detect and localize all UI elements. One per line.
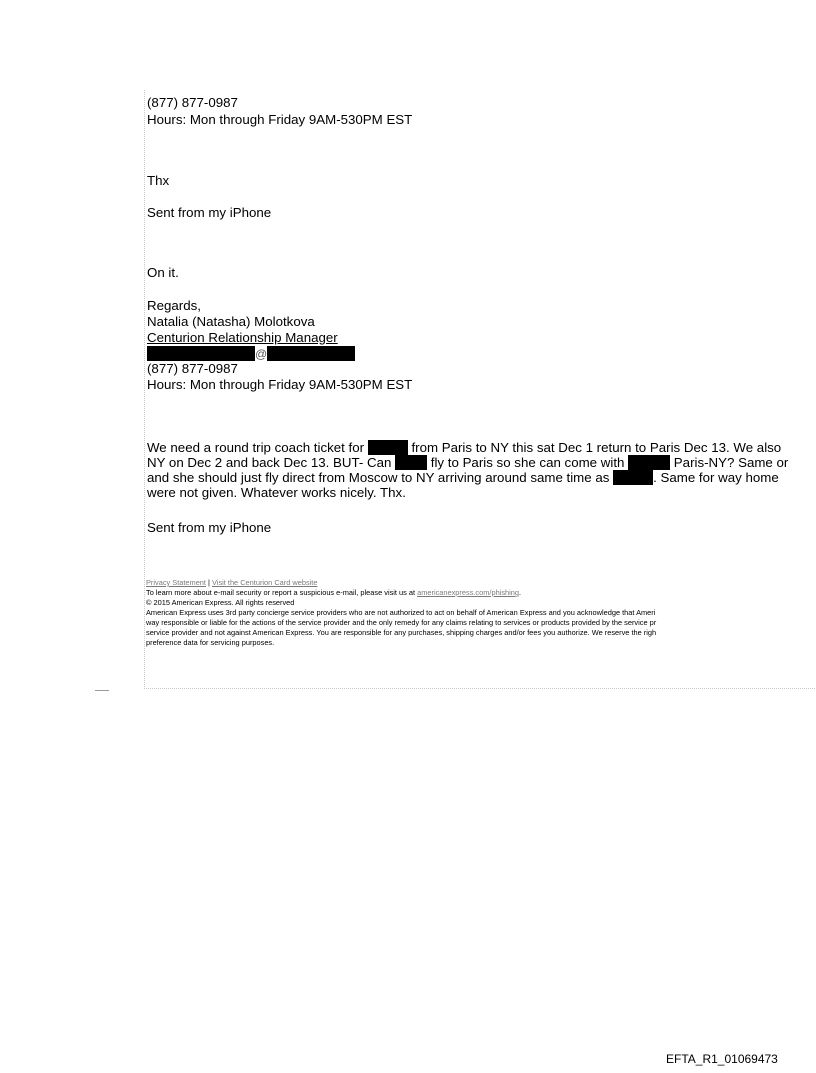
request-text: We need a round trip coach ticket for (147, 440, 368, 455)
footer-separator: | (205, 578, 213, 587)
sent-from-iphone: Sent from my iPhone (147, 520, 272, 535)
footer-disclaimer-1: American Express uses 3rd party concierge service providers who are not authorized to act on behalf of American Express and you acknowledge that Ameri (146, 608, 656, 617)
request-text: and she should just fly direct from Moscow to NY arriving around same time as (147, 470, 614, 485)
footer-copyright: © 2015 American Express. All rights reserved (146, 598, 295, 607)
signature-hours: Hours: Mon through Friday 9AM-530PM EST (147, 377, 413, 392)
footer-security-note (146, 588, 521, 598)
footer-text: . (518, 588, 522, 597)
contact-phone: (877) 877-0987 (147, 95, 238, 110)
message-thx: Thx (147, 173, 170, 188)
signature-name: Natalia (Natasha) Molotkova (147, 314, 315, 329)
request-text: fly to Paris so she can come with (427, 455, 629, 470)
sent-from-iphone: Sent from my iPhone (147, 205, 272, 220)
request-text: . Same for way home (653, 470, 779, 485)
redaction-block (368, 440, 408, 455)
footer-disclaimer-4: preference data for servicing purposes. (146, 638, 275, 647)
request-text: Paris-NY? Same or (670, 455, 789, 470)
email-at-sign: @ (255, 347, 268, 361)
redaction-block (147, 346, 255, 361)
request-line-2 (147, 455, 788, 470)
message-on-it: On it. (147, 265, 179, 280)
footer-links (146, 578, 317, 588)
regards: Regards, (147, 298, 201, 313)
phishing-link[interactable]: americanexpress.com/phishing (417, 588, 519, 597)
document-id: EFTA_R1_01069473 (666, 1052, 778, 1066)
request-text: NY on Dec 2 and back Dec 13. BUT- Can (147, 455, 396, 470)
request-line-1 (147, 440, 781, 455)
signature-phone: (877) 877-0987 (147, 361, 238, 376)
redaction-block (628, 455, 670, 470)
redaction-block (395, 455, 427, 470)
redaction-block (613, 470, 653, 485)
request-line-3 (147, 470, 779, 485)
margin-mark (95, 690, 109, 691)
privacy-statement-link[interactable]: Privacy Statement (146, 578, 206, 587)
footer-text: To learn more about e-mail security or report a suspicious e-mail, please visit us at (146, 588, 418, 597)
redaction-block (267, 346, 355, 361)
contact-hours: Hours: Mon through Friday 9AM-530PM EST (147, 112, 413, 127)
signature-title: Centurion Relationship Manager (147, 330, 338, 345)
request-line-4: were not given. Whatever works nicely. Thx. (147, 485, 406, 500)
footer-disclaimer-2: way responsible or liable for the actions of the service provider and the only remedy for any claims relating to services or products provided by the service pr (146, 618, 657, 627)
footer-disclaimer-3: service provider and not against American Express. You are responsible for any purchases, shipping charges and/or fees you authorize. We reserve the righ (146, 628, 657, 637)
centurion-website-link[interactable]: Visit the Centurion Card website (212, 578, 318, 587)
request-text: from Paris to NY this sat Dec 1 return to Paris Dec 13. We also (407, 440, 782, 455)
